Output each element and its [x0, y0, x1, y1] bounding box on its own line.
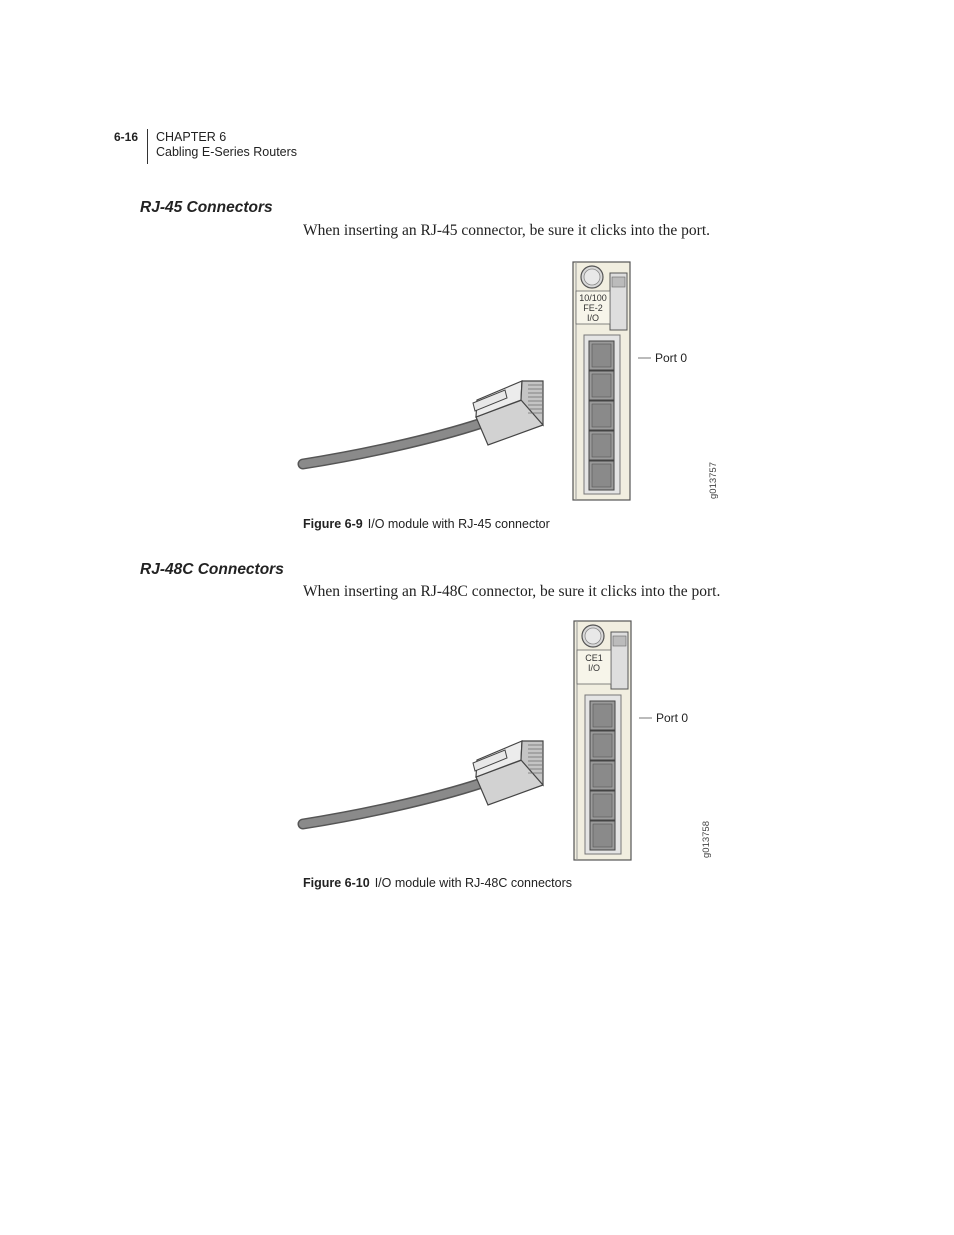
- figure-caption-rj48c: [303, 876, 572, 890]
- module-label-line1: CE1: [585, 653, 603, 663]
- screw-inner: [584, 269, 600, 285]
- rj45-port-4: [589, 461, 614, 490]
- module-label-line2: FE-2: [583, 303, 603, 313]
- figure-number: Figure 6-9: [303, 517, 363, 531]
- rj45-plug-icon: [473, 381, 543, 445]
- figure-caption-rj45: [303, 517, 550, 531]
- figure-caption-text: I/O module with RJ-48C connectors: [374, 876, 572, 890]
- graphic-id: g013757: [708, 462, 719, 499]
- rj48c-port-3: [590, 791, 615, 820]
- cable: [303, 423, 482, 464]
- port-callout: Port 0: [656, 711, 689, 725]
- rj48c-port-1: [590, 731, 615, 760]
- ejector-grip: [612, 277, 625, 287]
- graphic-id: g013758: [701, 821, 712, 858]
- section-heading-rj45: RJ-45 Connectors: [140, 199, 273, 216]
- section-body-rj45: When inserting an RJ-45 connector, be sure it clicks into the port.: [303, 222, 711, 239]
- running-header: [156, 130, 297, 160]
- rj45-port-3: [589, 431, 614, 460]
- header-divider: [147, 129, 148, 164]
- rj48c-plug-icon: [473, 741, 543, 805]
- module-label-line1: 10/100: [579, 293, 607, 303]
- page-number: 6-16: [114, 130, 139, 144]
- module-label-line2: I/O: [587, 663, 601, 673]
- figure-rj45-io-module: [0, 255, 954, 510]
- figure-caption-text: I/O module with RJ-45 connector: [367, 517, 550, 531]
- figure-rj48c-io-module: [0, 615, 954, 870]
- rj48c-port-0: [590, 701, 615, 730]
- cable: [303, 783, 482, 824]
- rj45-port-0: [589, 341, 614, 370]
- rj45-port-2: [589, 401, 614, 430]
- chapter-title: Cabling E-Series Routers: [156, 145, 298, 159]
- rj48c-port-2: [590, 761, 615, 790]
- chapter-label: CHAPTER 6: [156, 130, 227, 144]
- section-heading-rj48c: RJ-48C Connectors: [140, 561, 284, 578]
- screw-inner: [585, 628, 601, 644]
- rj45-port-1: [589, 371, 614, 400]
- rj48c-port-4: [590, 821, 615, 850]
- section-body-rj48c: When inserting an RJ-48C connector, be sure it clicks into the port.: [303, 583, 721, 600]
- module-label-line3: I/O: [586, 313, 600, 323]
- figure-number: Figure 6-10: [303, 876, 370, 890]
- ejector-grip: [613, 636, 626, 646]
- port-callout: Port 0: [655, 351, 688, 365]
